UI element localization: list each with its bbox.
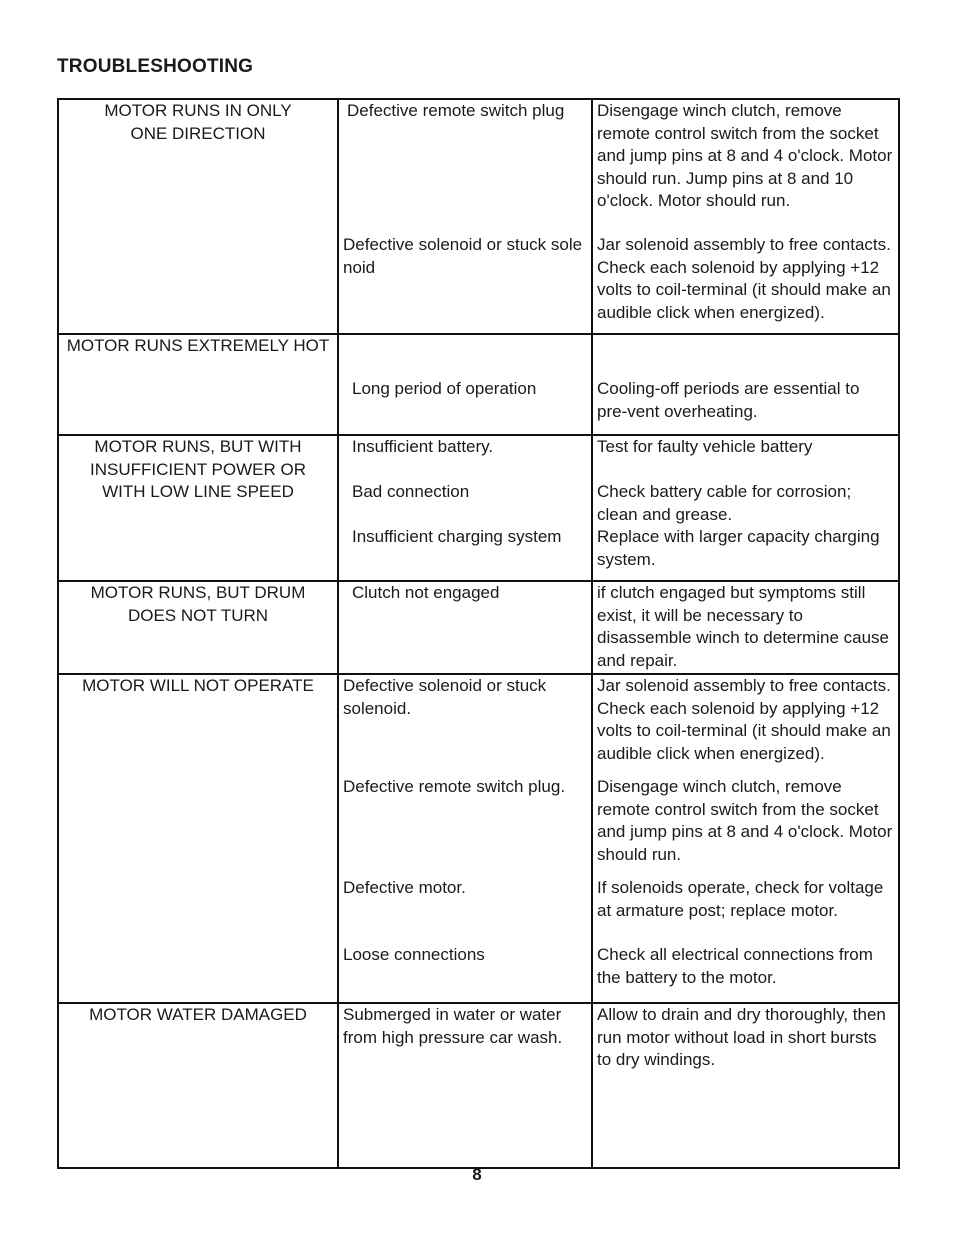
- remedy-text: Replace with larger capacity charging system.: [597, 527, 880, 569]
- problem-label-line: WITH LOW LINE SPEED: [102, 482, 294, 501]
- problem-label-line: INSUFFICIENT POWER OR: [90, 459, 306, 479]
- cause-cell: [338, 334, 592, 435]
- table-row: [58, 334, 899, 435]
- cause-text: Defective remote switch plug: [347, 101, 565, 120]
- problem-cell: [58, 99, 338, 334]
- remedy-text: Check battery cable for corrosion; clean and grease.: [597, 482, 852, 524]
- remedy-cell: [592, 99, 899, 334]
- problem-label-line: MOTOR WATER DAMAGED: [89, 1005, 307, 1024]
- table-row: [58, 674, 899, 1003]
- cause-text: Defective motor.: [343, 878, 466, 897]
- remedy-text: Test for faulty vehicle battery: [597, 437, 813, 456]
- table-row: [58, 435, 899, 581]
- cause-cell: [338, 99, 592, 334]
- remedy-cell: [592, 674, 899, 1003]
- problem-cell: [58, 581, 338, 674]
- remedy-cell: [592, 1003, 899, 1168]
- remedy-text: Jar solenoid assembly to free contacts. Check each solenoid by applying +12 volts to coil-terminal (it should make an audible click when energized).: [597, 676, 891, 763]
- problem-cell: [58, 1003, 338, 1168]
- remedy-text: If solenoids operate, check for voltage at armature post; replace motor.: [597, 878, 884, 920]
- table-row: [58, 1003, 899, 1168]
- problem-cell: [58, 674, 338, 1003]
- cause-text: Insufficient battery.: [352, 437, 494, 456]
- table-row: [58, 581, 899, 674]
- cause-text: Clutch not engaged: [352, 583, 500, 602]
- cause-cell: [338, 674, 592, 1003]
- cause-text: Defective remote switch plug.: [343, 777, 566, 796]
- remedy-text: Cooling-off periods are essential to pre-vent overheating.: [597, 379, 860, 421]
- remedy-text: Jar solenoid assembly to free contacts. Check each solenoid by applying +12 volts to coil-terminal (it should make an audible click when energized).: [597, 235, 891, 322]
- troubleshooting-table: [57, 98, 900, 1169]
- page-heading: TROUBLESHOOTING: [57, 56, 254, 77]
- problem-label-line: MOTOR RUNS EXTREMELY HOT: [66, 336, 330, 355]
- cause-text: Defective solenoid or stuck sole noid: [343, 235, 583, 277]
- page-number: 8: [472, 1165, 482, 1184]
- table-row: [58, 99, 899, 334]
- cause-text: Submerged in water or water from high pressure car wash.: [343, 1005, 563, 1047]
- cause-text: Loose connections: [343, 945, 485, 964]
- remedy-text: Check all electrical connections from the battery to the motor.: [597, 945, 873, 987]
- problem-cell: [58, 435, 338, 581]
- problem-cell: [58, 334, 338, 435]
- remedy-cell: [592, 334, 899, 435]
- cause-cell: [338, 435, 592, 581]
- problem-label-line: DOES NOT TURN: [127, 605, 269, 625]
- cause-text: Defective solenoid or stuck solenoid.: [343, 676, 547, 718]
- problem-label-line: MOTOR RUNS, BUT DRUM: [90, 583, 306, 602]
- remedy-text: Allow to drain and dry thoroughly, then run motor without load in short bursts to dry windings.: [597, 1005, 886, 1069]
- cause-cell: [338, 581, 592, 674]
- problem-label-line: MOTOR RUNS IN ONLY: [104, 101, 292, 120]
- problem-label-line: MOTOR WILL NOT OPERATE: [82, 676, 314, 695]
- remedy-cell: [592, 435, 899, 581]
- cause-text: Insufficient charging system: [352, 527, 562, 546]
- remedy-text: Disengage winch clutch, remove remote control switch from the socket and jump pins at 8 and 4 o'clock. Motor should run.: [597, 777, 893, 864]
- cause-cell: [338, 1003, 592, 1168]
- cause-text: Bad connection: [352, 482, 470, 501]
- problem-label-line: MOTOR RUNS, BUT WITH: [94, 437, 302, 456]
- remedy-cell: [592, 581, 899, 674]
- problem-label-line: ONE DIRECTION: [130, 123, 266, 143]
- remedy-text: Disengage winch clutch, remove remote control switch from the socket and jump pins at 8 and 4 o'clock. Motor should run. Jump pins at 8 and 10 o'clock. Motor should run.: [597, 101, 893, 210]
- remedy-text: if clutch engaged but symptoms still exist, it will be necessary to disassemble winch to determine cause and repair.: [597, 583, 889, 670]
- cause-text: Long period of operation: [352, 379, 537, 398]
